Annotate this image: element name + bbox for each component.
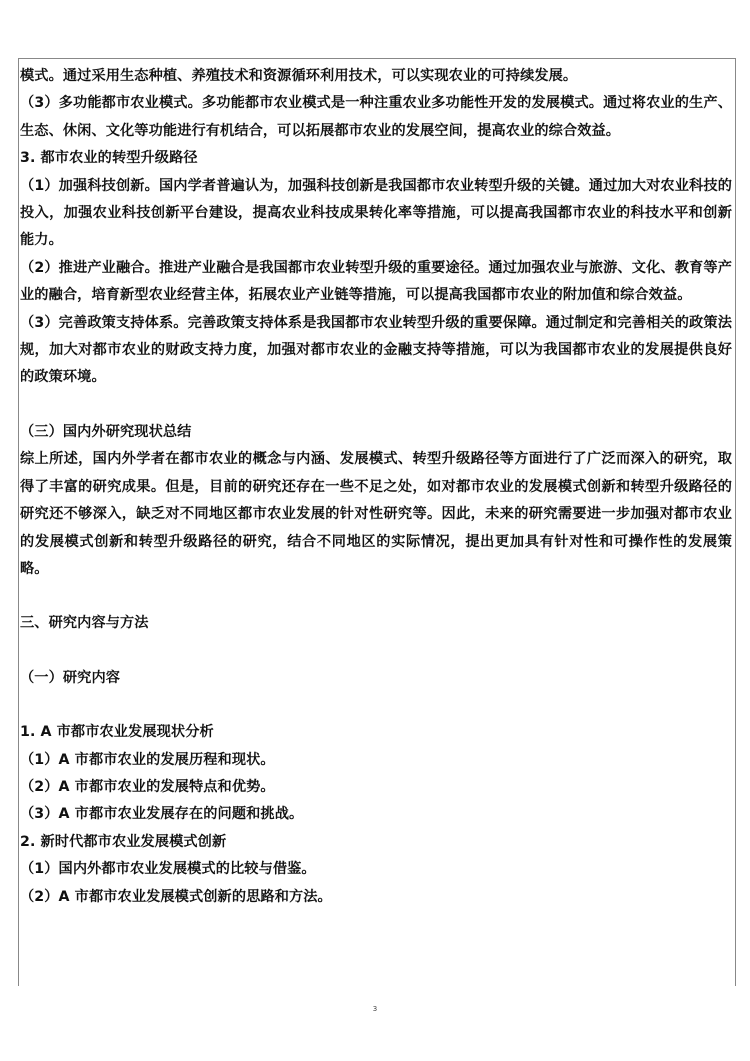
paragraph-industry-fusion: （2）推进产业融合。推进产业融合是我国都市农业转型升级的重要途径。通过加强农业与旅游、文化、教育等产业的融合，培育新型农业经营主体，拓展农业产业链等措施，可以提高我国都市农业的附加值和综合效益。 bbox=[20, 259, 732, 304]
list-item: 2. 新时代都市农业发展模式创新 bbox=[20, 833, 227, 850]
paragraph-multifunction-model: （3）多功能都市农业模式。多功能都市农业模式是一种注重农业多功能性开发的发展模式。通过将农业的生产、生态、休闲、文化等功能进行有机结合，可以拓展都市农业的发展空间，提高农业的综合效益。 bbox=[20, 95, 732, 139]
sub-heading: （一）研究内容 bbox=[20, 669, 121, 686]
list-item: （2）A 市都市农业的发展特点和优势。 bbox=[20, 778, 275, 795]
summary-paragraph: 综上所述，国内外学者在都市农业的概念与内涵、发展模式、转型升级路径等方面进行了广泛而深入的研究，取得了丰富的研究成果。但是，目前的研究还存在一些不足之处，如对都市农业的发展模式创新和转型升级路径的研究还不够深入，缺乏对不同地区都市农业发展的针对性研究等。因此，未来的研究需要进一步加强对都市农业的发展模式创新和转型升级路径的研究，结合不同地区的实际情况，提出更加具有针对性和可操作性的发展策略。 bbox=[20, 451, 732, 577]
list-item: 1. A 市都市农业发展现状分析 bbox=[20, 724, 214, 741]
page-number: 3 bbox=[372, 1005, 378, 1013]
heading-upgrade-path: 3. 都市农业的转型升级路径 bbox=[20, 150, 198, 167]
list-item: （3）A 市都市农业发展存在的问题和挑战。 bbox=[20, 806, 304, 823]
list-item: （1）国内外都市农业发展模式的比较与借鉴。 bbox=[20, 861, 316, 878]
paragraph-eco-model-end: 模式。通过采用生态种植、养殖技术和资源循环利用技术，可以实现农业的可持续发展。 bbox=[20, 68, 578, 84]
list-item: （1）A 市都市农业的发展历程和现状。 bbox=[20, 751, 275, 768]
section-heading: 三、研究内容与方法 bbox=[20, 615, 149, 632]
document-body bbox=[20, 63, 732, 911]
summary-heading: （三）国内外研究现状总结 bbox=[20, 423, 192, 440]
paragraph-policy-support: （3）完善政策支持体系。完善政策支持体系是我国都市农业转型升级的重要保障。通过制定和完善相关的政策法规，加大对都市农业的财政支持力度，加强对都市农业的金融支持等措施，可以为我国都市农业的发展提供良好的政策环境。 bbox=[20, 314, 732, 386]
list-item: （2）A 市都市农业发展模式创新的思路和方法。 bbox=[20, 888, 332, 905]
paragraph-tech-innovation: （1）加强科技创新。国内学者普遍认为，加强科技创新是我国都市农业转型升级的关键。通过加大对农业科技的投入，加强农业科技创新平台建设，提高农业科技成果转化率等措施，可以提高我国都市农业的科技水平和创新能力。 bbox=[20, 177, 732, 249]
